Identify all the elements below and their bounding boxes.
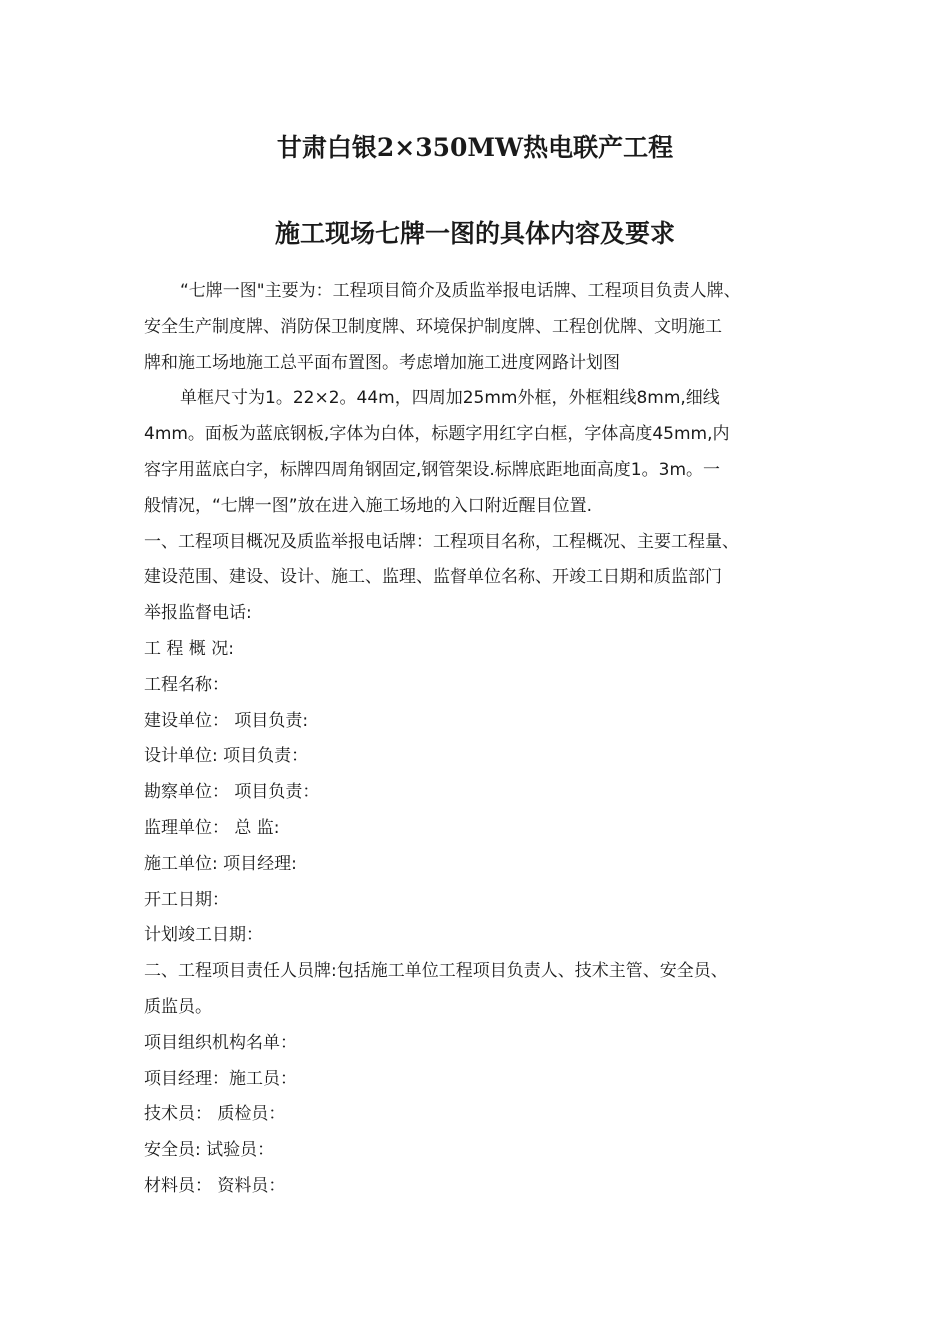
body-line: 项目组织机构名单： [144,1032,297,1053]
document-title: 甘肃白银2×350MW热电联产工程 [276,133,674,162]
body-line: 容字用蓝底白字，标牌四周角钢固定,钢管架设.标牌底距地面高度1。3m。一 [144,459,720,480]
body-line: 项目经理：施工员： [144,1068,297,1089]
body-line: 监理单位： 总 监: [144,817,280,838]
body-line: 举报监督电话: [144,603,252,624]
body-line: 单框尺寸为1。22×2。44m，四周加25mm外框，外框粗线8mm,细线 [180,388,720,409]
body-line: 技术员： 质检员： [144,1104,286,1125]
body-line: 4mm。面板为蓝底钢板,字体为白体，标题字用红字白框，字体高度45mm,内 [144,424,730,445]
body-line: 二、工程项目责任人员牌:包括施工单位工程项目负责人、技术主管、安全员、 [144,961,728,982]
body-line: 安全生产制度牌、消防保卫制度牌、环境保护制度牌、工程创优牌、文明施工 [144,316,722,337]
body-line: 牌和施工场地施工总平面布置图。考虑增加施工进度网路计划图 [144,352,620,373]
body-line: 计划竣工日期： [144,925,263,946]
body-line: 安全员: 试验员： [144,1140,275,1161]
body-line: 建设单位： 项目负责: [144,710,309,731]
body-line: 建设范围、建设、设计、施工、监理、监督单位名称、开竣工日期和质监部门 [144,567,722,588]
body-line: “七牌一图"主要为：工程项目简介及质监举报电话牌、工程项目负责人牌、 [180,281,741,301]
body-line: 勘察单位： 项目负责： [144,782,320,803]
body-line: 施工单位: 项目经理: [144,853,297,874]
body-line: 材料员： 资料员： [144,1175,286,1196]
body-line: 设计单位: 项目负责： [144,746,309,767]
body-line: 工程名称： [144,674,229,695]
document-body [144,274,824,1205]
body-line: 开工日期： [144,889,229,910]
body-line: 质监员。 [144,996,212,1017]
body-line: 工 程 概 况: [144,638,234,659]
document-subtitle: 施工现场七牌一图的具体内容及要求 [274,219,675,248]
body-line: 一、工程项目概况及质监举报电话牌：工程项目名称，工程概况、主要工程量、 [144,531,739,552]
body-line: 般情况，“七牌一图”放在进入施工场地的入口附近醒目位置. [144,495,593,516]
